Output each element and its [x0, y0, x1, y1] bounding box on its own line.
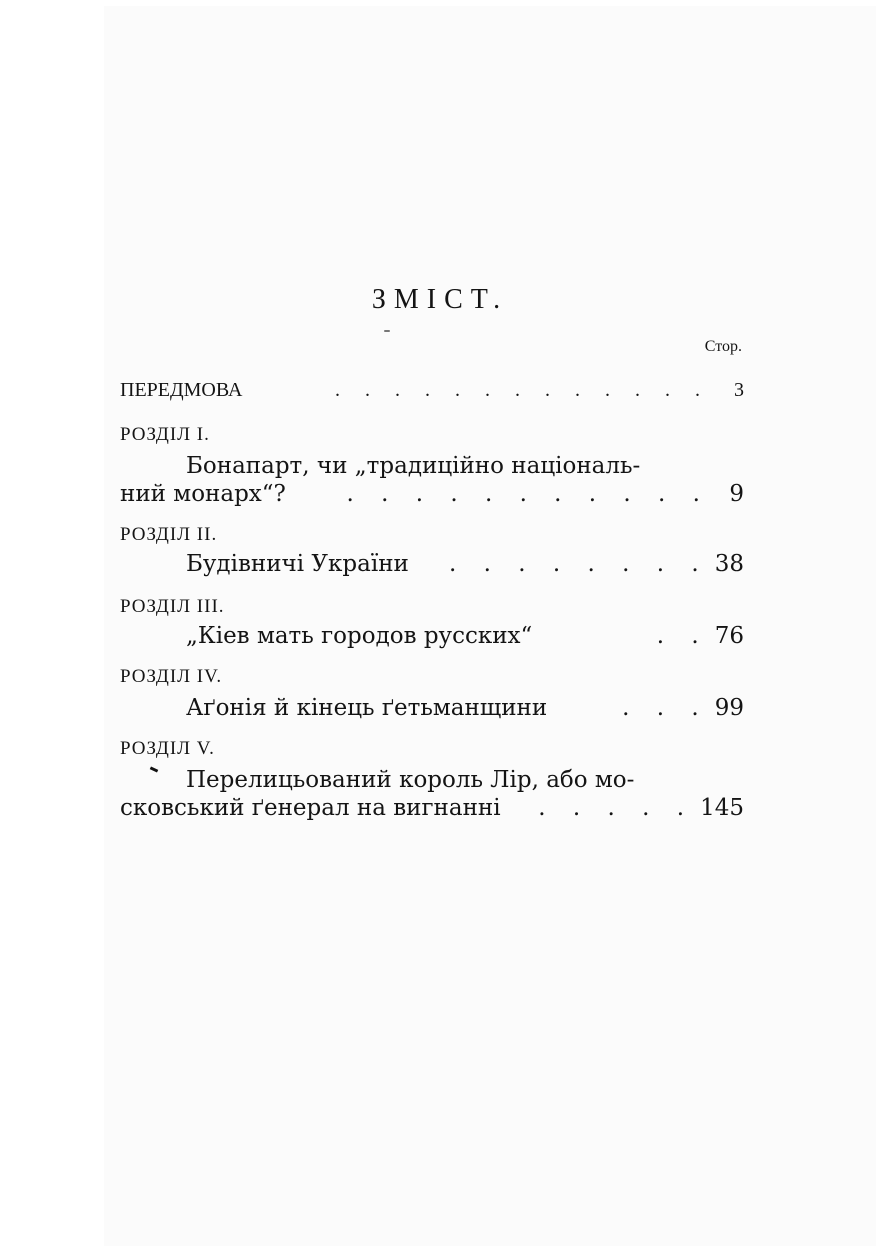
leader-dots: . . . . . . . .	[449, 551, 709, 577]
toc-page-number: 3	[734, 379, 744, 401]
contents-title: ЗМІСТ.	[371, 284, 509, 315]
leader-dots: . . . . . . . . . . .	[346, 481, 710, 507]
toc-entry-title: „Кіев мать городов русских“	[186, 623, 533, 649]
title-ornament	[384, 330, 390, 332]
chapter-heading: РОЗДІЛ III.	[120, 596, 225, 617]
toc-entry-chapter-2	[186, 550, 744, 578]
toc-page-number: 76	[714, 623, 744, 649]
toc-entry-chapter-1	[120, 480, 744, 508]
toc-entry-title-continued: сковський ґенерал на вигнанні	[120, 795, 501, 821]
toc-entry-title: Перелицьований король Лір, або мо-	[186, 767, 635, 793]
toc-entry-chapter-5	[120, 794, 744, 822]
toc-page-number: 38	[714, 551, 744, 577]
toc-entry-chapter-4	[186, 694, 744, 722]
toc-page-number: 145	[700, 795, 744, 821]
toc-page-number: 99	[714, 695, 744, 721]
toc-page-number: 9	[729, 481, 744, 507]
leader-dots: . . .	[622, 695, 709, 721]
toc-entry-chapter-3	[186, 622, 744, 650]
toc-entry-title: Аґонія й кінець ґетьманщини	[186, 695, 548, 721]
leader-dots: . . . . .	[538, 795, 695, 821]
toc-entry-preface	[120, 376, 744, 404]
chapter-heading: РОЗДІЛ I.	[120, 424, 210, 445]
toc-entry-title: Бонапарт, чи „традиційно національ-	[186, 453, 641, 479]
chapter-heading: РОЗДІЛ II.	[120, 524, 218, 545]
chapter-heading: РОЗДІЛ V.	[120, 738, 215, 759]
page-column-label: Стор.	[704, 338, 742, 355]
leader-dots: . . . . . . . . . . . . .	[335, 379, 710, 401]
toc-entry-title-continued: ний монарх“?	[120, 481, 286, 507]
toc-entry-title: Будівничі України	[186, 551, 409, 577]
chapter-heading: РОЗДІЛ IV.	[120, 666, 223, 687]
toc-entry-title: ПЕРЕДМОВА	[120, 379, 243, 401]
leader-dots: . .	[656, 623, 709, 649]
